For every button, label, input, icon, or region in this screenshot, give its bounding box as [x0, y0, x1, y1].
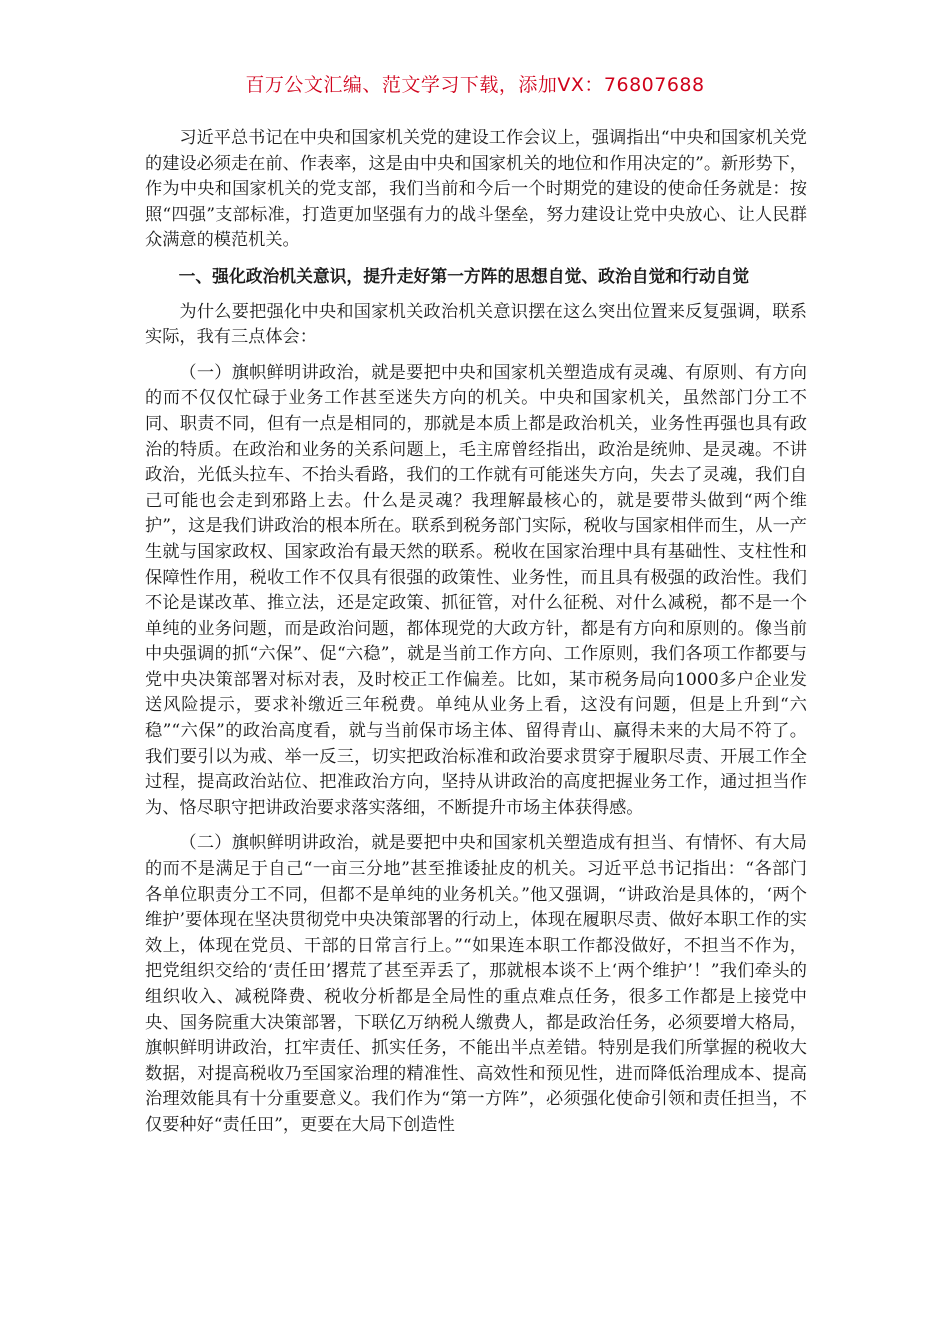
- section-1-lead-paragraph: 为什么要把强化中央和国家机关政治机关意识摆在这么突出位置来反复强调，联系实际，我有三点体会：: [145, 301, 807, 348]
- point-2-paragraph: （二）旗帜鲜明讲政治，就是要把中央和国家机关塑造成有担当、有情怀、有大局的而不是满足于自己“一亩三分地”甚至推诿扯皮的机关。习近平总书记指出：“各部门各单位职责分工不同，但都不是单纯的业务机关。”他又强调，“讲政治是具体的，‘两个维护’要体现在坚决贯彻党中央决策部署的行动上，体现在履职尽责、做好本职工作的实效上，体现在党员、干部的日常言行上。”“如果连本职工作都没做好，不担当不作为，把党组织交给的‘责任田’撂荒了甚至弄丢了，那就根本谈不上‘两个维护’！”我们牵头的组织收入、减税降费、税收分析都是全局性的重点难点任务，很多工作都是上接党中央、国务院重大决策部署，下联亿万纳税人缴费人，都是政治任务，必须要增大格局，旗帜鲜明讲政治，扛牢责任、抓实任务，不能出半点差错。特别是我们所掌握的税收大数据，对提高税收乃至国家治理的精准性、高效性和预见性，进而降低治理成本、提高治理效能具有十分重要意义。我们作为“第一方阵”，必须强化使命引领和责任担当，不仅要种好“责任田”，更要在大局下创造性: [145, 833, 807, 1135]
- document-body: [145, 126, 807, 1149]
- section-1-heading: 一、强化政治机关意识，提升走好第一方阵的思想自觉、政治自觉和行动自觉: [178, 265, 750, 286]
- intro-paragraph: 习近平总书记在中央和国家机关党的建设工作会议上，强调指出“中央和国家机关党的建设必须走在前、作表率，这是由中央和国家机关的地位和作用决定的”。新形势下，作为中央和国家机关的党支部，我们当前和今后一个时期党的建设的使命任务就是：按照“四强”支部标准，打造更加坚强有力的战斗堡垒，努力建设让党中央放心、让人民群众满意的模范机关。: [145, 128, 807, 251]
- point-1-paragraph: （一）旗帜鲜明讲政治，就是要把中央和国家机关塑造成有灵魂、有原则、有方向的而不仅仅忙碌于业务工作甚至迷失方向的机关。中央和国家机关，虽然部门分工不同、职责不同，但有一点是相同的，那就是本质上都是政治机关，业务性再强也具有政治的特质。在政治和业务的关系问题上，毛主席曾经指出，政治是统帅、是灵魂。不讲政治，光低头拉车、不抬头看路，我们的工作就有可能迷失方向，失去了灵魂，我们自己可能也会走到邪路上去。什么是灵魂？我理解最核心的，就是要带头做到“两个维护”，这是我们讲政治的根本所在。联系到税务部门实际，税收与国家相伴而生，从一产生就与国家政权、国家政治有最天然的联系。税收在国家治理中具有基础性、支柱性和保障性作用，税收工作不仅具有很强的政策性、业务性，而且具有极强的政治性。我们不论是谋改革、推立法，还是定政策、抓征管，对什么征税、对什么减税，都不是一个单纯的业务问题，而是政治问题，都体现党的大政方针，都是有方向和原则的。像当前中央强调的抓“六保”、促“六稳”，就是当前工作方向、工作原则，我们各项工作都要与党中央决策部署对标对表，及时校正工作偏差。比如，某市税务局向1000多户企业发送风险提示，要求补缴近三年税费。单纯从业务上看，这没有问题，但是上升到“六稳”“六保”的政治高度看，就与当前保市场主体、留得青山、赢得未来的大局不符了。我们要引以为戒、举一反三，切实把政治标准和政治要求贯穿于履职尽责、开展工作全过程，提高政治站位、把准政治方向，坚持从讲政治的高度把握业务工作，通过担当作为、恪尽职守把讲政治要求落实落细，不断提升市场主体获得感。: [145, 362, 807, 818]
- promo-banner: 百万公文汇编、范文学习下载，添加VX：76807688: [245, 74, 705, 96]
